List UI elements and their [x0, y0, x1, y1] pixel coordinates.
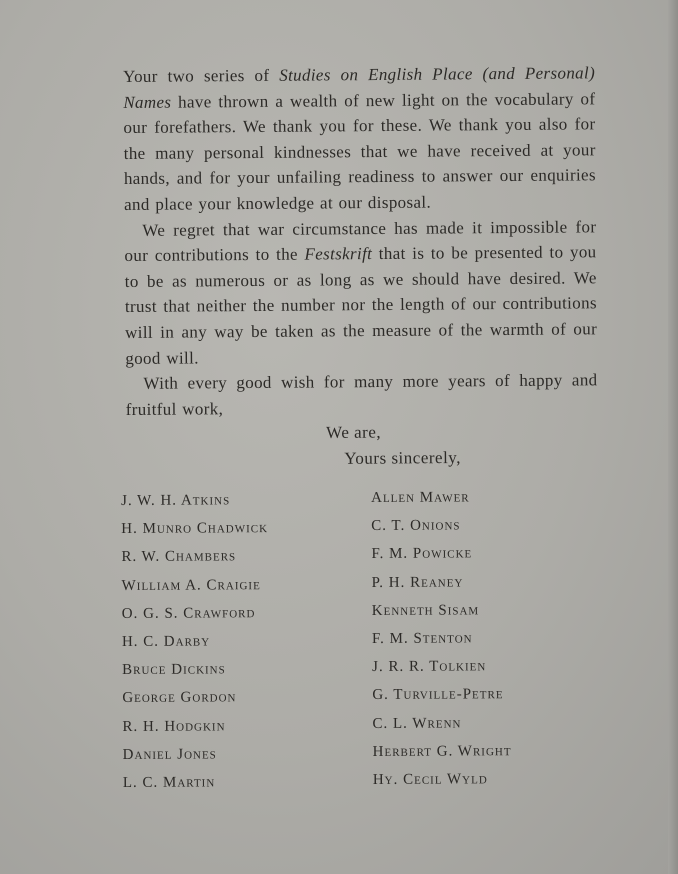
paragraph-1-rest: have thrown a wealth of new light on the vocabulary of our forefathers. We thank you for these. We thank you also for the many personal kindnesses that we have received at your hands, and for your unfailing readiness to answer our enquiries and place your knowledge at our disposal.: [123, 88, 596, 214]
signatory-name: L. C. Martin: [122, 774, 216, 791]
signatory-name: Kenneth Sisam: [371, 602, 480, 619]
signatory-name: William A. Craigie: [121, 576, 261, 594]
signatory-name: O. G. S. Crawford: [121, 604, 256, 622]
festskrift-word: Festskrift: [304, 244, 373, 264]
signatory-name: F. M. Powicke: [371, 545, 473, 563]
page-edge: [668, 0, 678, 874]
signatory-name: C. L. Wrenn: [372, 714, 462, 732]
paragraph-3: With every good wish for many more years of happy and fruitful work,: [125, 370, 598, 419]
paragraph-1-start: Your two series of: [123, 65, 280, 86]
closing: [326, 419, 461, 472]
signatories-right: [371, 483, 512, 794]
signatory-name: Hy. Cecil Wyld: [372, 771, 488, 788]
paragraph-2-rest: that is to be presented to you to be as numerous or as long as we should have desired. We trust that neither the number nor the length of our contributions will in any way be taken as the measure of the warmth of our good will.: [124, 242, 598, 368]
signatory-name: J. W. H. Atkins: [121, 492, 231, 509]
closing-line-2: Yours sincerely,: [344, 447, 461, 468]
signatory-name: R. H. Hodgkin: [122, 717, 226, 735]
signatory-name: J. R. R. Tolkien: [372, 658, 487, 676]
signatory-name: George Gordon: [122, 689, 237, 707]
paragraph-1: [123, 60, 596, 217]
signatory-name: R. W. Chambers: [121, 548, 237, 566]
signatory-name: H. Munro Chadwick: [121, 520, 269, 538]
signatory-name: C. T. Onions: [371, 517, 461, 535]
signatory-name: Allen Mawer: [371, 489, 470, 506]
signatory-name: Bruce Dickins: [122, 661, 226, 679]
signatories-left: [121, 486, 270, 797]
paragraph-2-start: We regret that war circumstance has made it impossible for our contributions to the: [124, 216, 597, 266]
signatory-name: F. M. Stenton: [371, 630, 473, 647]
signatory-name: G. Turville-Petre: [372, 686, 504, 704]
signatory-name: Daniel Jones: [122, 746, 217, 763]
signatory-name: H. C. Darby: [121, 633, 211, 650]
signatory-name: P. H. Reaney: [371, 574, 464, 591]
closing-line-1: We are,: [326, 422, 382, 442]
letter-body: [123, 60, 598, 422]
signatory-name: Herbert G. Wright: [372, 742, 512, 760]
paragraph-2: [124, 214, 597, 371]
book-title: Studies on English Place (and Personal) Names: [123, 63, 596, 112]
